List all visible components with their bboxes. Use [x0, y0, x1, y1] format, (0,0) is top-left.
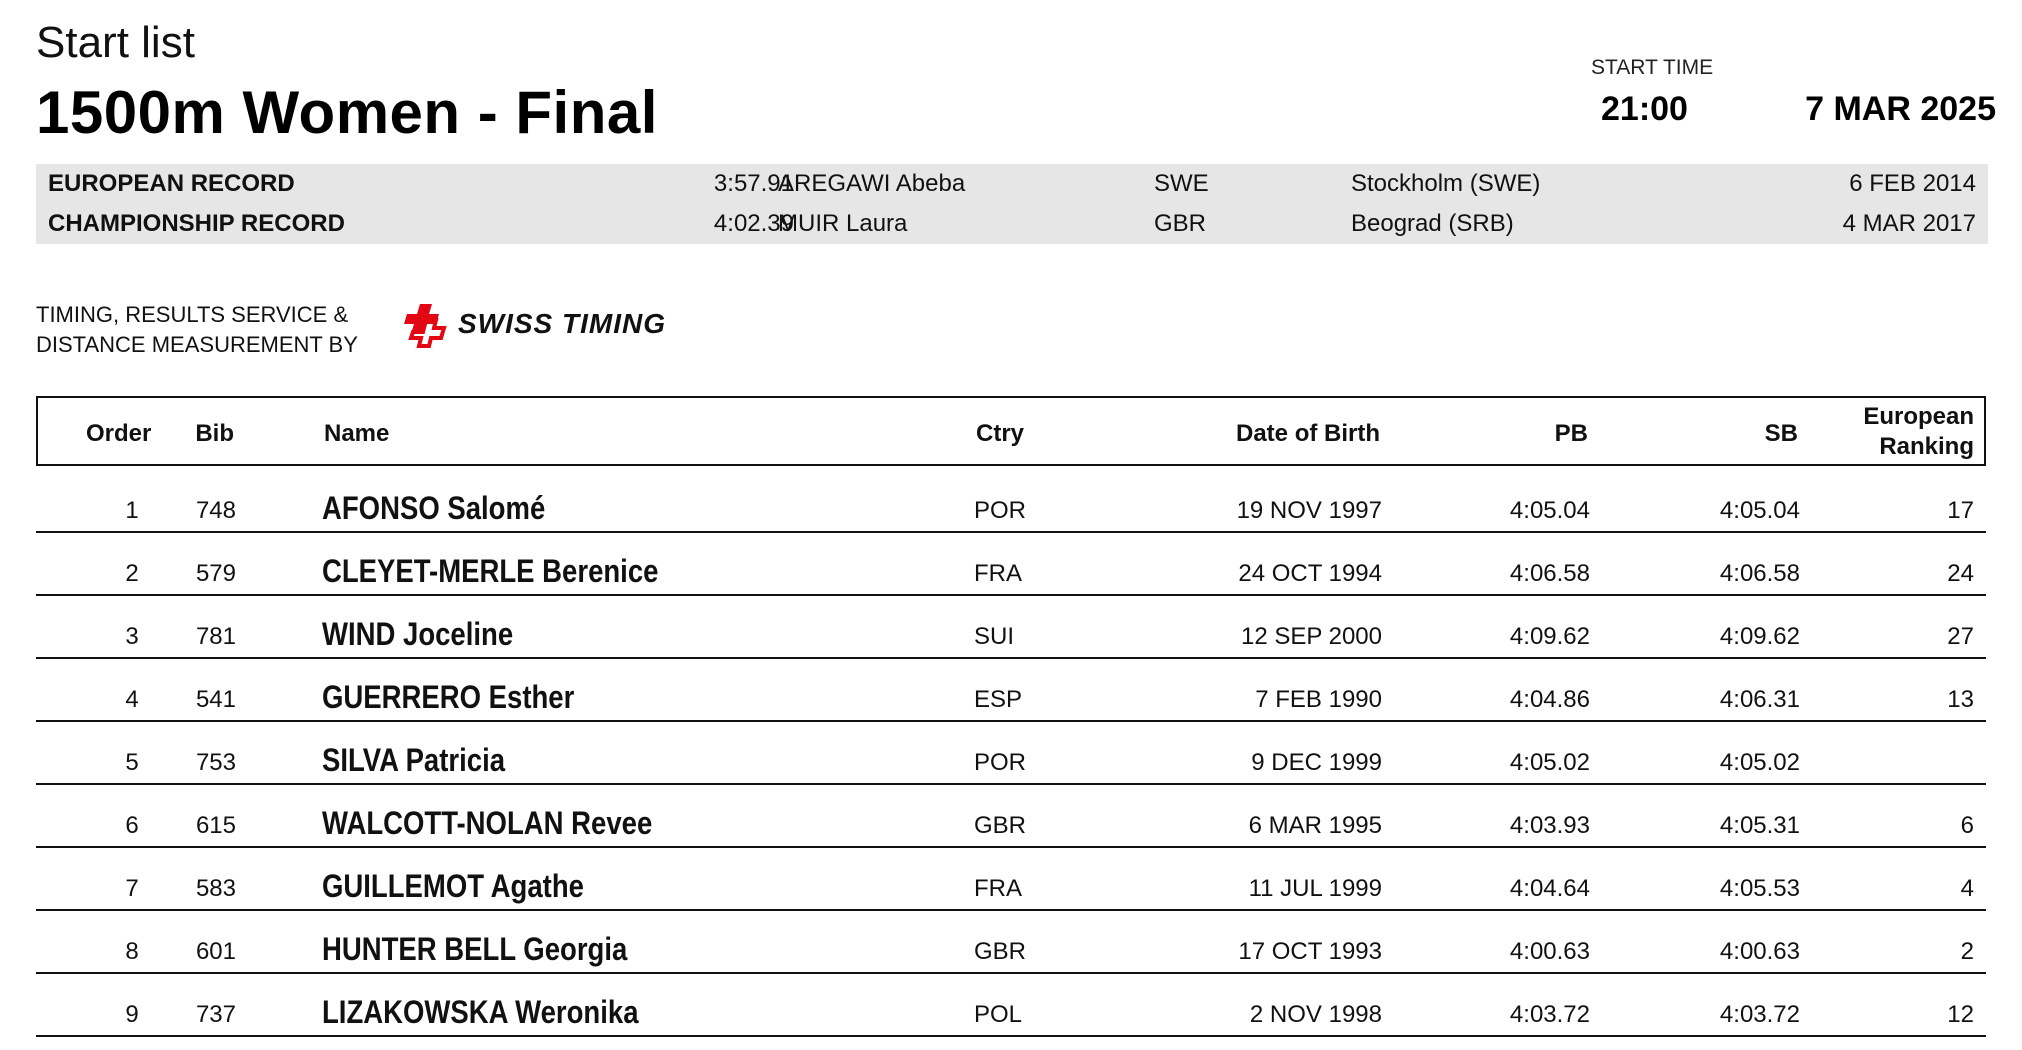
- table-row: [36, 533, 1986, 596]
- cell-name: AFONSO Salomé: [322, 490, 546, 526]
- cell-sb: 4:05.04: [1719, 497, 1800, 524]
- cell-ctry: SUI: [974, 623, 1015, 650]
- cell-pb: 4:06.58: [1509, 560, 1590, 587]
- cell-name: LIZAKOWSKA Weronika: [322, 994, 639, 1030]
- table-row: [36, 974, 1986, 1037]
- cell-order: 1: [125, 497, 139, 524]
- start-time-label: START TIME: [1591, 56, 1714, 79]
- header-pb: PB: [1554, 420, 1588, 447]
- cell-order: 6: [125, 812, 139, 839]
- table-row: [36, 848, 1986, 911]
- cell-date-of-birth: 11 JUL 1999: [1248, 875, 1382, 902]
- page-title: 1500m Women - Final: [36, 79, 658, 146]
- cell-order: 9: [125, 1001, 139, 1028]
- cell-sb: 4:05.53: [1719, 875, 1800, 902]
- table-row: [36, 596, 1986, 659]
- header-bib: Bib: [195, 420, 234, 447]
- cell-name: SILVA Patricia: [322, 742, 506, 778]
- cell-order: 3: [125, 623, 139, 650]
- cell-bib: 753: [195, 749, 236, 776]
- cell-date-of-birth: 7 FEB 1990: [1255, 686, 1382, 713]
- cell-date-of-birth: 12 SEP 2000: [1240, 623, 1382, 650]
- cell-ctry: GBR: [974, 812, 1027, 839]
- cell-ctry: FRA: [974, 560, 1022, 587]
- record-venue: Beograd (SRB): [1351, 210, 1514, 237]
- cell-ctry: GBR: [974, 938, 1027, 965]
- cell-date-of-birth: 9 DEC 1999: [1251, 749, 1382, 776]
- cell-date-of-birth: 6 MAR 1995: [1248, 812, 1382, 839]
- cell-pb: 4:04.86: [1509, 686, 1590, 713]
- swiss-timing-wordmark: SWISS TIMING: [458, 308, 666, 339]
- header-name: Name: [324, 420, 390, 447]
- cell-name: HUNTER BELL Georgia: [322, 931, 628, 967]
- cell-name: WIND Joceline: [322, 616, 514, 652]
- page-subtitle: Start list: [36, 18, 195, 67]
- record-country: SWE: [1154, 170, 1209, 197]
- cell-pb: 4:00.63: [1509, 938, 1590, 965]
- record-date: 4 MAR 2017: [1842, 210, 1976, 237]
- table-row: [36, 659, 1986, 722]
- cell-ctry: FRA: [974, 875, 1022, 902]
- cell-order: 2: [125, 560, 139, 587]
- record-athlete: AREGAWI Abeba: [778, 170, 966, 197]
- cell-name: CLEYET-MERLE Berenice: [322, 553, 659, 589]
- cell-bib: 781: [195, 623, 236, 650]
- cell-sb: 4:05.02: [1719, 749, 1800, 776]
- header-date-of-birth: Date of Birth: [1236, 420, 1380, 447]
- header-ctry: Ctry: [976, 420, 1025, 447]
- cell-sb: 4:05.31: [1719, 812, 1800, 839]
- cell-sb: 4:09.62: [1719, 623, 1800, 650]
- timing-credit-line2: DISTANCE MEASUREMENT BY: [36, 332, 358, 357]
- cell-date-of-birth: 24 OCT 1994: [1238, 560, 1382, 587]
- cell-ranking: 6: [1960, 812, 1974, 839]
- timing-credit-line1: TIMING, RESULTS SERVICE &: [36, 302, 349, 327]
- cell-sb: 4:03.72: [1719, 1001, 1800, 1028]
- cell-pb: 4:03.72: [1509, 1001, 1590, 1028]
- cell-pb: 4:04.64: [1509, 875, 1590, 902]
- cell-bib: 748: [195, 497, 236, 524]
- records-panel: [36, 164, 1988, 244]
- cell-bib: 601: [195, 938, 236, 965]
- swiss-timing-mark-icon: [398, 300, 454, 352]
- record-label: CHAMPIONSHIP RECORD: [48, 210, 345, 237]
- table-row: [36, 911, 1986, 974]
- swiss-timing-logo: [398, 300, 708, 352]
- record-row-european: [36, 164, 1988, 204]
- start-list-table: [36, 470, 1986, 1037]
- cell-order: 8: [125, 938, 139, 965]
- cell-ranking: 12: [1947, 1001, 1974, 1028]
- cell-pb: 4:03.93: [1509, 812, 1590, 839]
- cell-sb: 4:00.63: [1719, 938, 1800, 965]
- cell-order: 7: [125, 875, 139, 902]
- cell-date-of-birth: 19 NOV 1997: [1236, 497, 1382, 524]
- cell-order: 4: [125, 686, 139, 713]
- cell-bib: 615: [195, 812, 236, 839]
- table-row: [36, 785, 1986, 848]
- cell-ranking: 4: [1960, 875, 1974, 902]
- record-date: 6 FEB 2014: [1849, 170, 1976, 197]
- cell-ranking: 13: [1947, 686, 1974, 713]
- record-mark: 3:57.91: [713, 170, 794, 197]
- cell-order: 5: [125, 749, 139, 776]
- cell-ctry: POR: [974, 497, 1027, 524]
- cell-ranking: 2: [1960, 938, 1974, 965]
- header-european-ranking: [1863, 402, 1974, 462]
- cell-ranking: 17: [1947, 497, 1974, 524]
- cell-sb: 4:06.58: [1719, 560, 1800, 587]
- cell-bib: 579: [195, 560, 236, 587]
- timing-credit: [36, 300, 358, 360]
- cell-name: GUILLEMOT Agathe: [322, 868, 584, 904]
- cell-pb: 4:05.04: [1509, 497, 1590, 524]
- cell-pb: 4:09.62: [1509, 623, 1590, 650]
- table-row: [36, 470, 1986, 533]
- header-order: Order: [86, 420, 152, 447]
- event-date: 7 MAR 2025: [1805, 90, 1996, 128]
- cell-date-of-birth: 17 OCT 1993: [1238, 938, 1382, 965]
- cell-name: WALCOTT-NOLAN Revee: [322, 805, 653, 841]
- record-row-championship: [36, 204, 1988, 244]
- table-row: [36, 722, 1986, 785]
- cell-ctry: ESP: [974, 686, 1023, 713]
- cell-sb: 4:06.31: [1719, 686, 1800, 713]
- header-sb: SB: [1764, 420, 1798, 447]
- cell-ranking: 27: [1947, 623, 1974, 650]
- header-ranking-line2: Ranking: [1879, 433, 1974, 460]
- cell-ctry: POR: [974, 749, 1027, 776]
- header-ranking-line1: European: [1863, 403, 1974, 430]
- cell-date-of-birth: 2 NOV 1998: [1249, 1001, 1382, 1028]
- record-venue: Stockholm (SWE): [1351, 170, 1541, 197]
- cell-ranking: 24: [1947, 560, 1974, 587]
- cell-name: GUERRERO Esther: [322, 679, 575, 715]
- record-athlete: MUIR Laura: [778, 210, 908, 237]
- record-label: EUROPEAN RECORD: [48, 170, 295, 197]
- record-country: GBR: [1154, 210, 1207, 237]
- cell-bib: 583: [195, 875, 236, 902]
- table-header: [36, 396, 1986, 466]
- record-mark: 4:02.39: [713, 210, 794, 237]
- cell-ctry: POL: [974, 1001, 1023, 1028]
- cell-bib: 541: [195, 686, 236, 713]
- start-time-value: 21:00: [1601, 90, 1688, 128]
- cell-pb: 4:05.02: [1509, 749, 1590, 776]
- cell-bib: 737: [195, 1001, 236, 1028]
